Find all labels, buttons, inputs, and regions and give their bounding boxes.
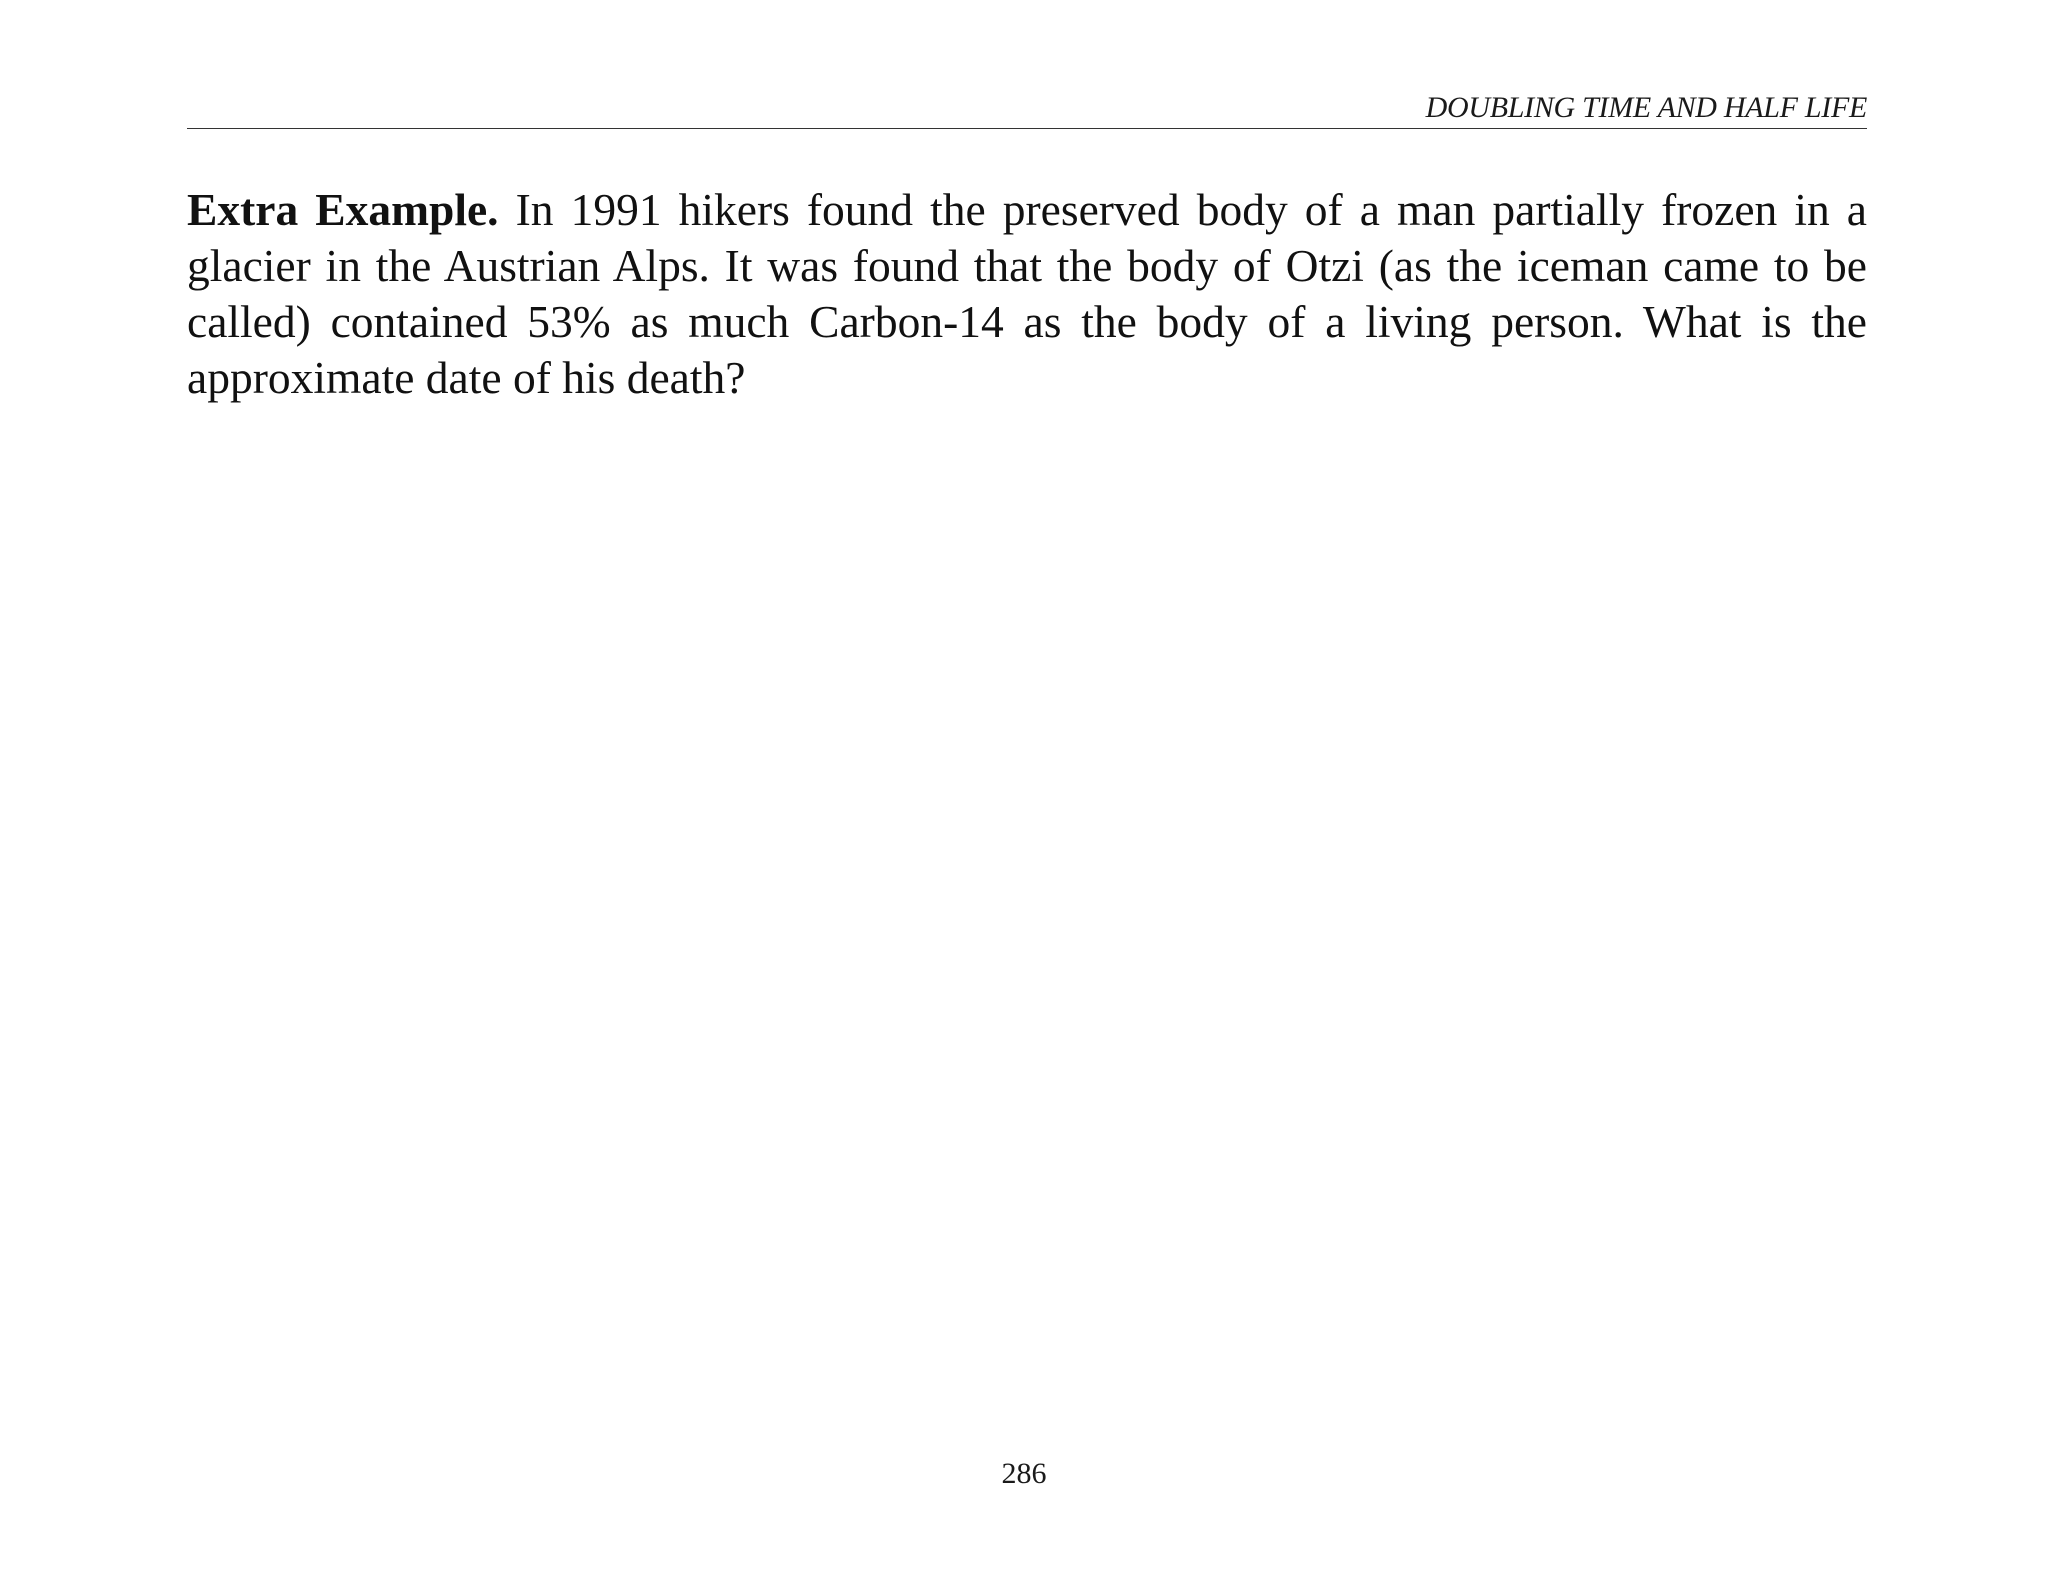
running-header: DOUBLING TIME AND HALF LIFE [1425,91,1867,124]
page-number: 286 [1001,1457,1047,1490]
example-paragraph [187,182,1867,406]
example-text: In 1991 hikers found the preserved body of a man partially frozen in a glacier in the Austrian Alps. It was found that the body of Otzi (as the iceman came to be called) contained 53% as much Carbon-14 as the body of a living person. What is the approximate date of his death? [187,184,1867,403]
header-rule [187,128,1867,129]
example-label: Extra Example. [187,184,499,235]
